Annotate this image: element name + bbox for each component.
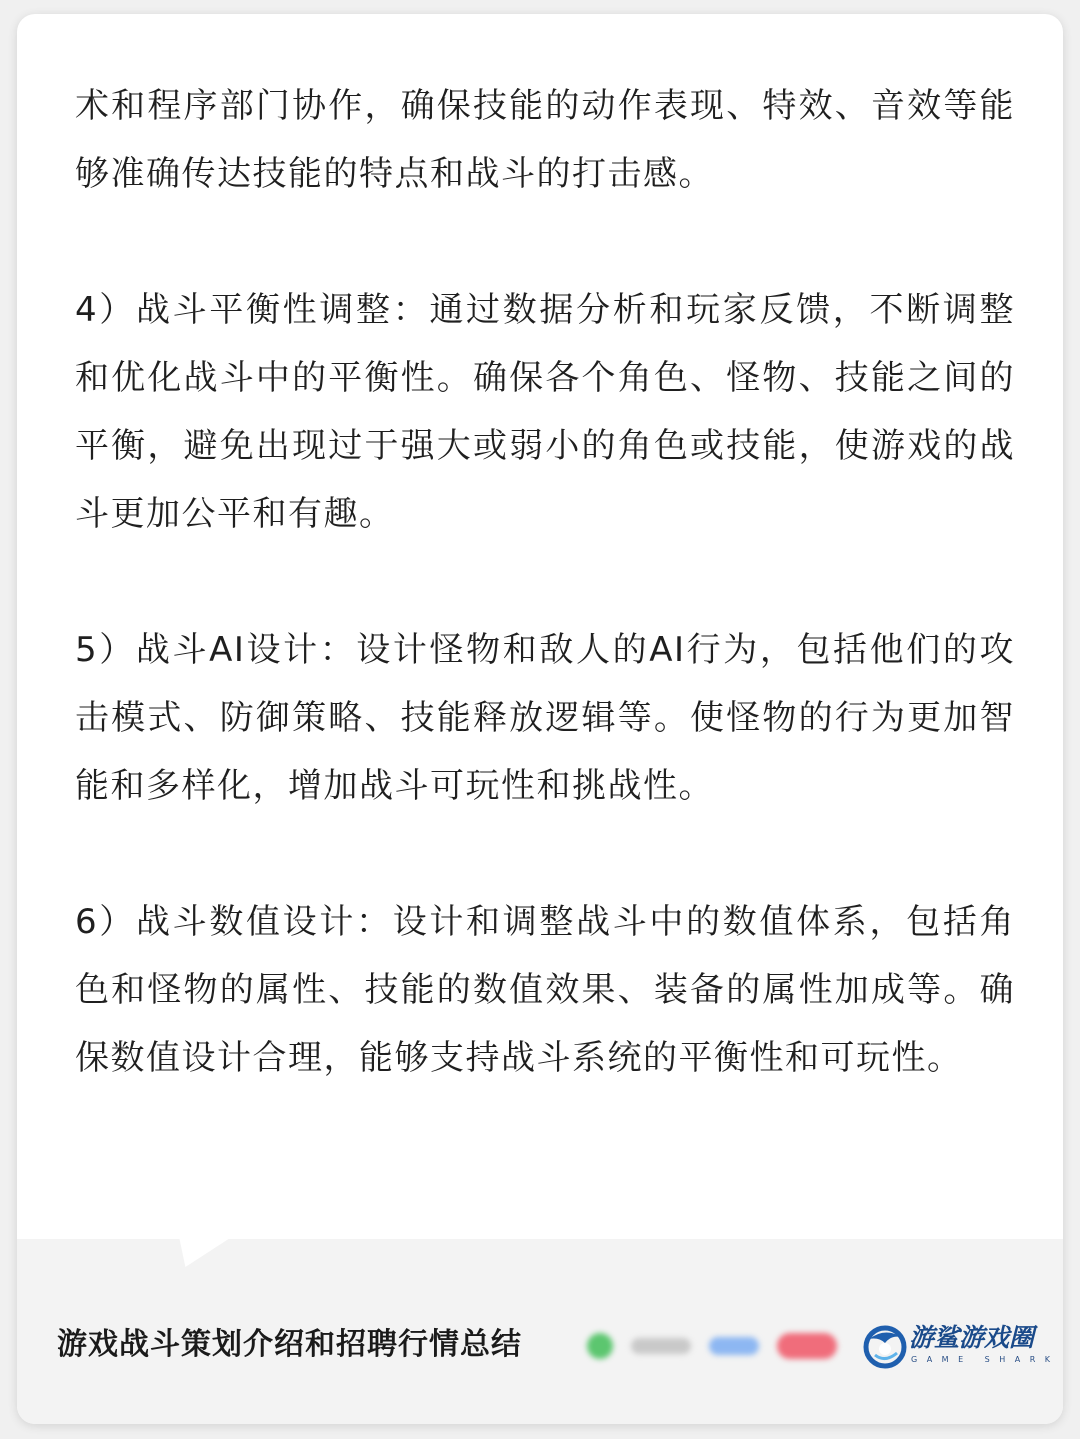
brand-name: 游鲨游戏圈: [909, 1323, 1035, 1352]
paragraph-3: 5）战斗AI设计：设计怪物和敌人的AI行为，包括他们的攻击模式、防御策略、技能释放逻辑等。使怪物的行为更加智能和多样化，增加战斗可玩性和挑战性。: [75, 630, 1015, 806]
brand-subtitle: GAME SHARK: [911, 1355, 1060, 1364]
blurred-wechat-icon: [587, 1333, 613, 1359]
blurred-zhihu-tag: [709, 1337, 759, 1355]
article-card: [17, 14, 1063, 1424]
brand-logo: [863, 1321, 1060, 1371]
footer-title[interactable]: 游戏战斗策划介绍和招聘行情总结: [57, 1327, 522, 1362]
footer-notch: [177, 1227, 247, 1267]
article-body: [75, 72, 1015, 1092]
blurred-source-tags: [587, 1331, 837, 1361]
shark-logo-icon: [863, 1325, 907, 1369]
blurred-label: [631, 1338, 691, 1354]
paragraph-2: 4）战斗平衡性调整：通过数据分析和玩家反馈，不断调整和优化战斗中的平衡性。确保各个角色、怪物、技能之间的平衡，避免出现过于强大或弱小的角色或技能，使游戏的战斗更加公平和有趣。: [75, 290, 1015, 534]
paragraph-1: 术和程序部门协作，确保技能的动作表现、特效、音效等能够准确传达技能的特点和战斗的打击感。: [75, 86, 1015, 194]
article-footer: [17, 1239, 1063, 1424]
blurred-red-tag: [777, 1333, 837, 1359]
paragraph-4: 6）战斗数值设计：设计和调整战斗中的数值体系，包括角色和怪物的属性、技能的数值效果、装备的属性加成等。确保数值设计合理，能够支持战斗系统的平衡性和可玩性。: [75, 902, 1015, 1078]
